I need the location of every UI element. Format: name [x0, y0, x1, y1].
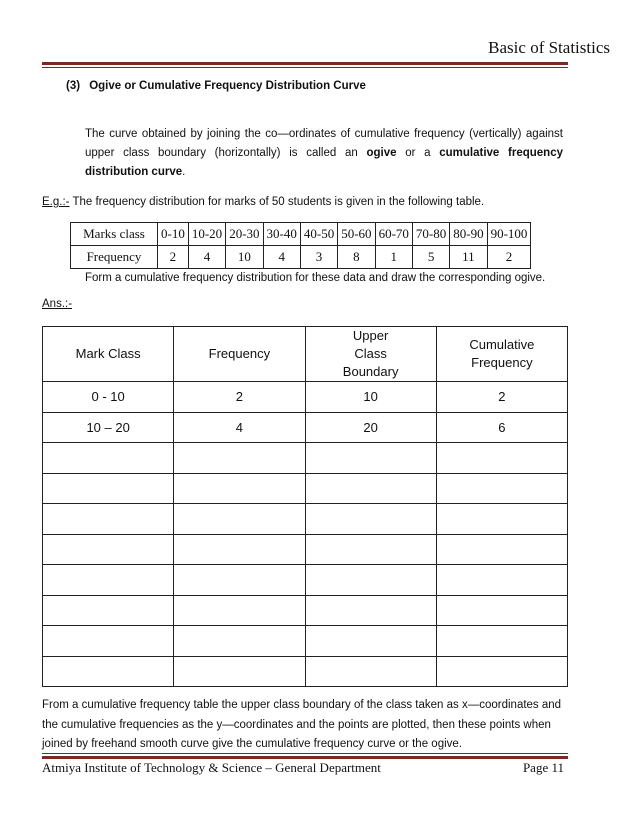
mark-class-cell: [43, 534, 174, 565]
frequency-cell: 5: [412, 246, 449, 269]
marks-class-cell: 40-50: [300, 223, 337, 246]
header-rule-thin: [42, 67, 568, 68]
frequency-cell: [174, 565, 305, 596]
frequency-cell: [174, 443, 305, 474]
upper-boundary-cell: [305, 443, 436, 474]
frequency-cell: 2: [487, 246, 531, 269]
table-row: [43, 534, 568, 565]
cumulative-frequency-cell: [436, 656, 567, 687]
cumulative-frequency-cell: [436, 504, 567, 535]
frequency-cell: [174, 626, 305, 657]
marks-class-cell: 90-100: [487, 223, 531, 246]
answer-header-row: [43, 327, 568, 382]
cumulative-frequency-cell: [436, 473, 567, 504]
upper-boundary-cell: [305, 534, 436, 565]
header-mark-class: Mark Class: [43, 327, 174, 382]
upper-boundary-cell: 20: [305, 412, 436, 443]
mark-class-cell: [43, 595, 174, 626]
frequency-cell: 4: [263, 246, 300, 269]
frequency-cell: 2: [174, 382, 305, 413]
header-rule-thick: [42, 62, 568, 65]
header-upper-class-boundary: Upper Class Boundary: [305, 327, 436, 382]
definition-text-1: The curve obtained by joining the co—ordinates of cumulative frequency (vertically) against upper class boundary (horizontally) is called an: [85, 128, 563, 159]
table-row: [43, 656, 568, 687]
upper-boundary-cell: [305, 595, 436, 626]
cumulative-frequency-cell: [436, 595, 567, 626]
mark-class-cell: [43, 656, 174, 687]
frequency-cell: 11: [450, 246, 487, 269]
definition-text-2: or a: [396, 147, 440, 159]
section-number: (3): [66, 80, 81, 92]
footer-rule-thick: [42, 756, 568, 759]
frequency-cell: 10: [226, 246, 263, 269]
frequency-table: [70, 222, 531, 269]
mark-class-cell: 0 - 10: [43, 382, 174, 413]
frequency-cell: 1: [375, 246, 412, 269]
marks-class-cell: 30-40: [263, 223, 300, 246]
table-row: [43, 412, 568, 443]
frequency-cell: [174, 473, 305, 504]
answer-label: Ans.:-: [42, 298, 73, 310]
marks-class-row: [71, 223, 531, 246]
section-heading-text: Ogive or Cumulative Frequency Distribution Curve: [89, 80, 366, 92]
example-instruction: Form a cumulative frequency distribution for these data and draw the corresponding ogive.: [85, 272, 546, 284]
table-row: [43, 504, 568, 535]
table-row: [43, 443, 568, 474]
frequency-cell: 8: [338, 246, 375, 269]
definition-paragraph: [85, 125, 563, 182]
cumulative-frequency-cell: 6: [436, 412, 567, 443]
cumulative-frequency-cell: [436, 626, 567, 657]
frequency-row: [71, 246, 531, 269]
marks-class-label: Marks class: [71, 223, 158, 246]
header-frequency: Frequency: [174, 327, 305, 382]
example-text: The frequency distribution for marks of 50 students is given in the following table.: [69, 196, 485, 208]
marks-class-cell: 0-10: [158, 223, 189, 246]
example-label: E.g.:-: [42, 196, 70, 208]
marks-class-cell: 50-60: [338, 223, 375, 246]
frequency-cell: [174, 595, 305, 626]
footer-institute: Atmiya Institute of Technology & Science – General Department: [42, 760, 381, 775]
table-row: [43, 565, 568, 596]
example-line: [42, 196, 484, 208]
mark-class-cell: [43, 473, 174, 504]
upper-boundary-cell: [305, 504, 436, 535]
marks-class-cell: 60-70: [375, 223, 412, 246]
frequency-label: Frequency: [71, 246, 158, 269]
cumulative-frequency-cell: 2: [436, 382, 567, 413]
mark-class-cell: [43, 504, 174, 535]
cumulative-frequency-cell: [436, 443, 567, 474]
frequency-cell: [174, 656, 305, 687]
marks-class-cell: 20-30: [226, 223, 263, 246]
cumulative-frequency-cell: [436, 534, 567, 565]
page-header-title: Basic of Statistics: [488, 38, 610, 57]
upper-boundary-cell: [305, 626, 436, 657]
table-row: [43, 595, 568, 626]
cumulative-frequency-cell: [436, 565, 567, 596]
upper-boundary-cell: [305, 656, 436, 687]
frequency-cell: 3: [300, 246, 337, 269]
marks-class-cell: 10-20: [188, 223, 225, 246]
footer-rule-thin: [42, 753, 568, 754]
frequency-cell: 2: [158, 246, 189, 269]
marks-class-cell: 80-90: [450, 223, 487, 246]
table-row: [43, 382, 568, 413]
section-heading: [66, 80, 366, 92]
frequency-cell: 4: [188, 246, 225, 269]
upper-boundary-cell: 10: [305, 382, 436, 413]
closing-paragraph: From a cumulative frequency table the upper class boundary of the class taken as x—coordinates and the cumulative frequencies as the y—coordinates and the points are plotted, then these points when joined by freehand smooth curve give the cumulative frequency curve or the ogive.: [42, 699, 562, 750]
mark-class-cell: [43, 626, 174, 657]
frequency-cell: 4: [174, 412, 305, 443]
table-row: [43, 626, 568, 657]
cumulative-frequency-table: [42, 326, 568, 687]
mark-class-cell: [43, 565, 174, 596]
table-row: [43, 473, 568, 504]
frequency-cell: [174, 534, 305, 565]
mark-class-cell: 10 – 20: [43, 412, 174, 443]
definition-text-3: .: [182, 166, 186, 178]
marks-class-cell: 70-80: [412, 223, 449, 246]
definition-bold-curve: cumulative frequency distribution curve: [85, 147, 563, 178]
footer-page-number: Page 11: [522, 760, 564, 775]
frequency-cell: [174, 504, 305, 535]
definition-bold-ogive: ogive: [366, 147, 397, 159]
mark-class-cell: [43, 443, 174, 474]
header-cumulative-frequency: Cumulative Frequency: [436, 327, 567, 382]
upper-boundary-cell: [305, 473, 436, 504]
upper-boundary-cell: [305, 565, 436, 596]
